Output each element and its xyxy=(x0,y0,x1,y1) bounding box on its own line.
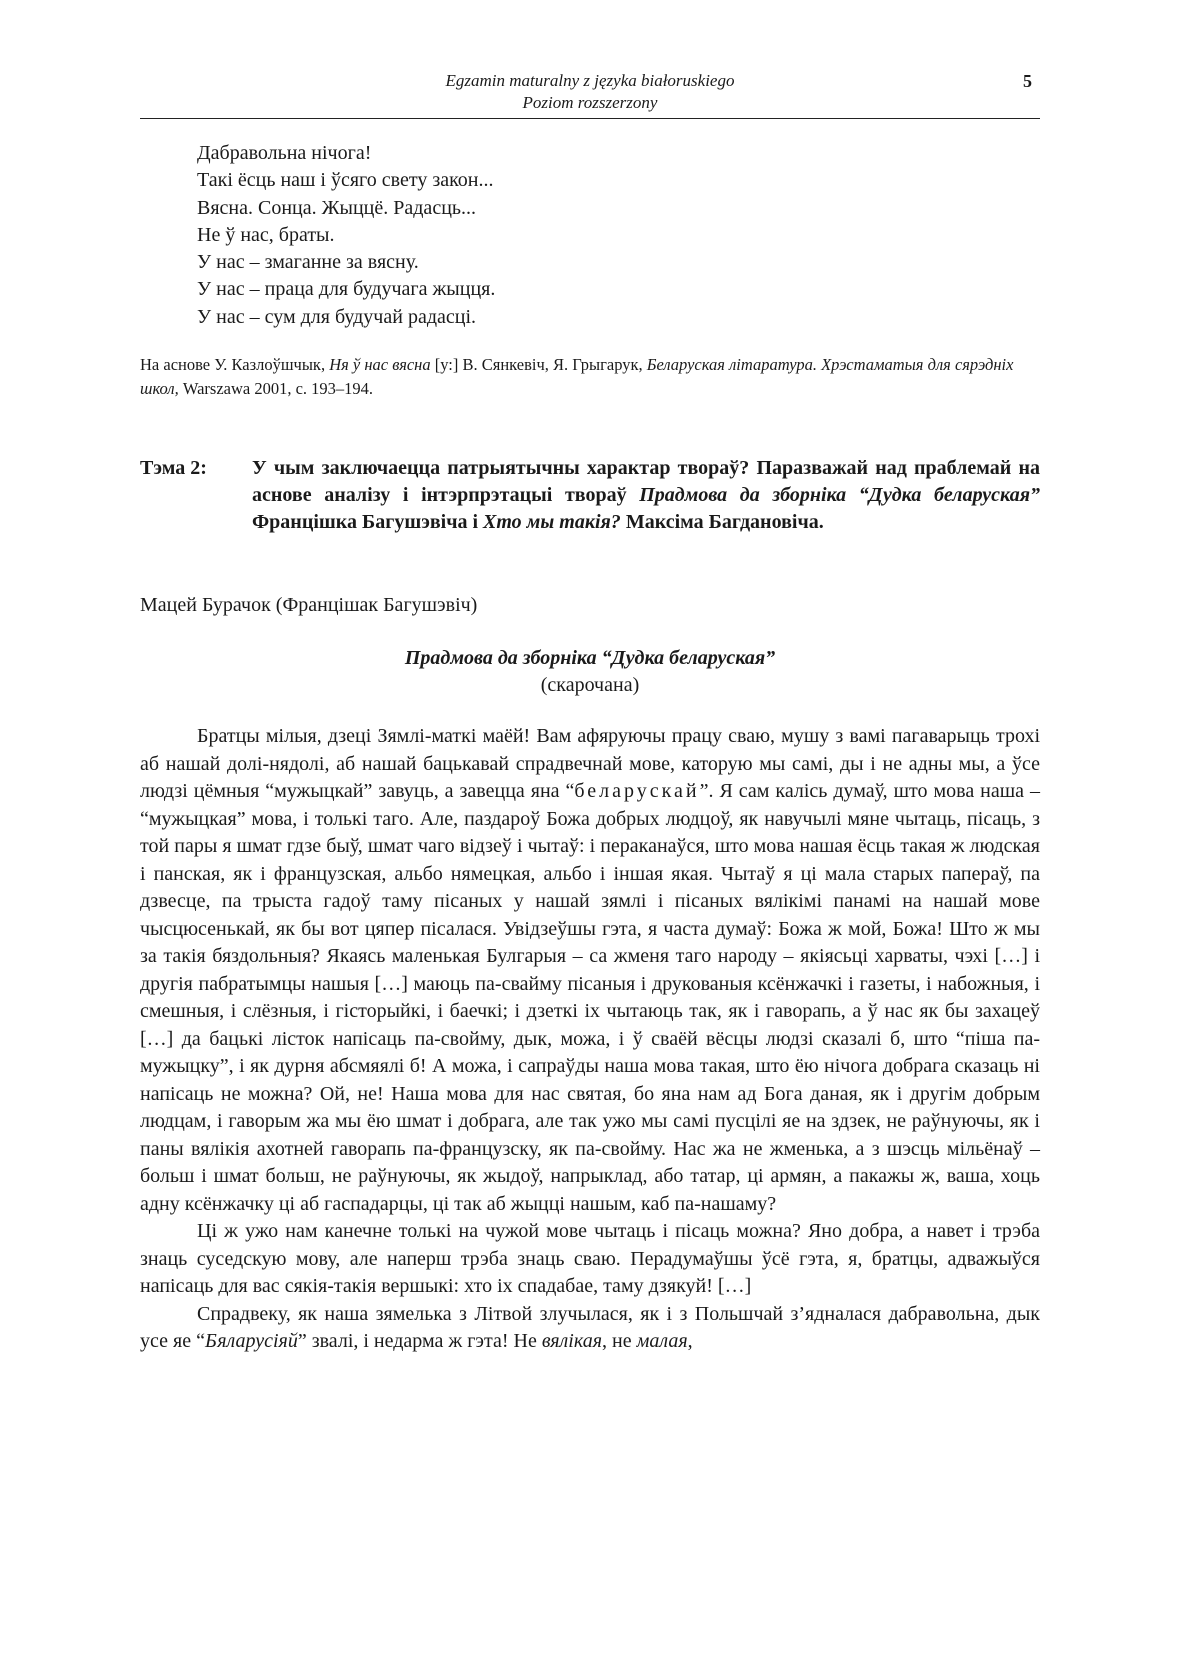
source-book-title: Беларуская літаратура. Хрэстаматыя для сярэдніх школ, xyxy=(140,355,1014,398)
paragraph-text: , не xyxy=(602,1330,637,1352)
italic-word: Бяларусіяй xyxy=(204,1330,298,1352)
italic-word: вялікая xyxy=(541,1330,602,1352)
work-subtitle: (скарочана) xyxy=(540,674,640,696)
paragraph-text: Спрадвеку, як наша зямелька з Літвой злучылася, як і з Польшчай з’ядналася дабравольна, дык усе яе “ xyxy=(140,1302,1040,1352)
source-prefix: На аснове У. Казлоўшчык, xyxy=(140,355,330,374)
source-suffix: Warszawa 2001, с. 193–194. xyxy=(178,379,374,398)
poem-excerpt xyxy=(197,140,495,331)
topic-title-2: Хто мы такія? xyxy=(483,511,621,533)
source-work-title: Ня ў нас вясна xyxy=(329,355,431,374)
paragraph-text: ” звалі, і недарма ж гэта! Не xyxy=(297,1330,542,1352)
work-title: Прадмова да зборніка “Дудка беларуская” xyxy=(404,647,776,669)
poem-line: Не ў нас, браты. xyxy=(197,223,335,246)
poem-line: Вясна. Сонца. Жыццё. Радасць... xyxy=(197,196,477,219)
paragraph-text: , xyxy=(687,1330,693,1352)
work-heading xyxy=(140,645,1040,699)
topic-text-part: У чым заключаецца патрыятычны характар твораў? Паразважай над праблемай на аснове аналізу і інтэрпрэтацыі твораў xyxy=(252,457,1040,506)
page-header xyxy=(140,70,1040,119)
source-middle: [у:] В. Сянкевіч, Я. Грыгарук, xyxy=(430,355,647,374)
topic-text-part: Максіма Багдановіча. xyxy=(620,511,824,533)
topic-label: Тэма 2: xyxy=(140,457,207,479)
italic-word: малая xyxy=(636,1330,688,1352)
topic-block xyxy=(140,455,1040,536)
paragraph-text: ”. Я сам калісь думаў, што мова наша – “мужыцкая” мова, і толькі таго. Але, паздароў Божа добрых людцоў, як навучылі мяне чытаць, пісаць, з той пары я шмат гдзе быў, шмат чаго відзеў і чытаў: і пераканаўся, што мова нашая ёсць такая ж людская і панская, як і французская, альбо нямецкая, альбо і іншая якая. Чытаў я ці мала старых папераў, па дзвесце, па трыста гадоў таму пісаных у нашай зямлі і пісаных вялікімі панамі на нашай мове чысцюсенькай, як бы вот цяпер пісалася. Увідзеўшы гэта, я часта думаў: Божа ж мой, Божа! Што ж мы за такія бяздольныя? Якаясь маленькая Булгарыя – са жменя таго народу – якіясьці харваты, чэхі […] і другія пабратымцы нашыя […] маюць па-свайму пісаныя і друкованыя ксёнжачкі і газеты, і набожныя, і смешныя, і слёзныя, і гісторыйкі, і баечкі; і дзеткі іх чытаюць так, як і гаворапь, а ў нас як бы захацеў […] да бацькі лісток напісаць па-свойму, дык, можа, і ў сваёй вёсцы людзі сказалі б, што “піша па-мужыцку”, і як дурня абсмяялі б! А можа, і сапраўды наша мова такая, што ёю нічога добрага сказаць ні напісаць не можна? Ой, не! Наша мова для нас святая, бо яна нам ад Бога даная, як і другім добрым людцам, і гаворым жа мы ёю шмат і добрага, але так ужо мы самі пусцілі яе на здзек, не раўнуючы, як і паны вялікія ахотней гаворапь па-французску, як па-свойму. Нас жа не жменька, а з шэсць мільёнаў – больш і шмат больш, не раўнуючы, як жыдоў, напрыклад, або татар, ці армян, а пакажы ж, ваша, хоць адну ксёнжачку ці аб гаспадарцы, ці так аб жыцці нашым, каб па-нашаму? xyxy=(140,780,1040,1215)
header-level: Poziom rozszerzony xyxy=(522,93,658,112)
poem-line: Такі ёсць наш і ўсяго свету закон... xyxy=(197,169,494,192)
author-line: Мацей Бурачок (Францішак Багушэвіч) xyxy=(140,594,478,616)
poem-line: У нас – праца для будучага жыцця. xyxy=(197,278,496,301)
paragraph xyxy=(140,723,1040,1218)
topic-title-1: Прадмова да зборніка “Дудка беларуская” xyxy=(639,484,1040,506)
poem-line: У нас – змаганне за вясну. xyxy=(197,251,419,274)
page-number: 5 xyxy=(1023,71,1032,91)
header-titles xyxy=(140,70,1040,114)
paragraph xyxy=(140,1301,1040,1356)
poem-line: Дабравольна нічога! xyxy=(197,142,372,164)
paragraph-text: Братцы мілыя, дзеці Зямлі-маткі маёй! Вам афяруючы працу сваю, мушу з вамі пагаварыць трохі аб нашай долі-нядолі, аб нашай бацькавай спрадвечнай мове, каторую мы самі, ды і не адны мы, а ўсе людзі цёмныя “мужыцкай” завуць, а завецца яна “ xyxy=(140,725,1040,802)
poem-line: У нас – сум для будучай радасці. xyxy=(197,305,477,328)
header-exam-title: Egzamin maturalny z języka białoruskiego xyxy=(445,71,735,90)
topic-text-part: Францішка Багушэвіча і xyxy=(252,511,484,533)
spaced-word: беларускай xyxy=(574,780,700,802)
body-text xyxy=(140,723,1040,1356)
topic-text xyxy=(252,455,1040,536)
source-citation xyxy=(140,353,1040,401)
paragraph: Ці ж ужо нам канечне толькі на чужой мове чытаць і пісаць можна? Яно добра, а навет і трэба знаць суседскую мову, але наперш трэба знаць сваю. Перадумаўшы ўсё гэта, я, братцы, адважыўся напісаць для вас сякія-такія вершыкі: хто іх спадабае, таму дзякуй! […] xyxy=(140,1220,1040,1297)
